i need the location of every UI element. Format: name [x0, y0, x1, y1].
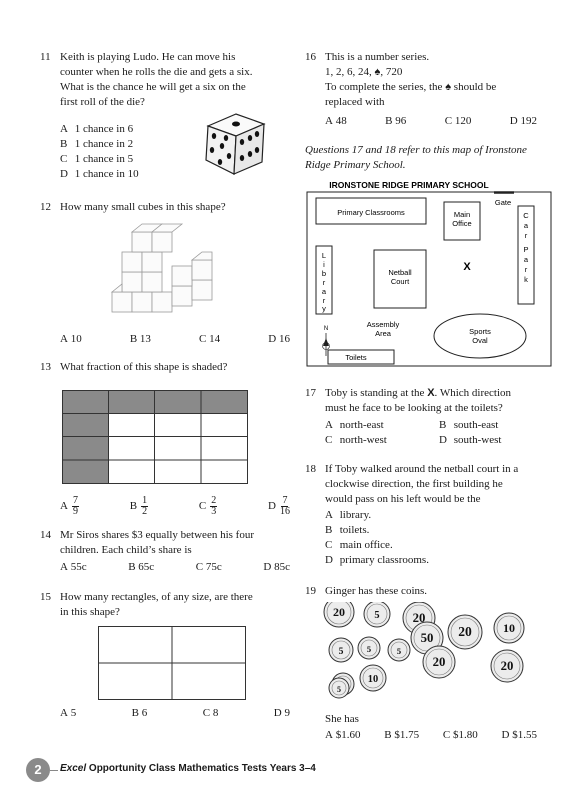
- option-b[interactable]: [132, 706, 148, 721]
- option-d[interactable]: [268, 332, 290, 347]
- school-map: [306, 180, 552, 368]
- option-letter: C: [195, 561, 204, 573]
- netball-court-label-1: Netball: [388, 268, 412, 277]
- page-footer: [26, 758, 566, 784]
- option-letter: C: [202, 707, 211, 719]
- spade-icon: ♠: [445, 81, 452, 93]
- series-end: , 720: [380, 66, 403, 78]
- page-number: 2: [26, 758, 50, 782]
- option-d[interactable]: [510, 114, 537, 129]
- option-text: 65c: [138, 561, 155, 573]
- question-11: [40, 50, 290, 190]
- question-number: 13: [40, 361, 51, 373]
- option-text: 10: [70, 333, 82, 345]
- question-line: [325, 80, 496, 95]
- question-text-part: . Which direction: [434, 387, 512, 399]
- coin-value: 5: [366, 644, 372, 654]
- question-text: [325, 386, 511, 416]
- answer-options: [60, 706, 290, 721]
- option-text: 6: [141, 707, 148, 719]
- library-letter: y: [322, 304, 326, 313]
- option-c[interactable]: [196, 560, 222, 575]
- question-text-part: To complete the series, the: [325, 81, 443, 93]
- answer-options: [325, 728, 537, 743]
- car-park-letter: k: [524, 275, 528, 284]
- option-d[interactable]: [502, 728, 537, 743]
- option-letter: A: [60, 500, 68, 513]
- question-number: 14: [40, 529, 51, 541]
- x-marker-inline: X: [427, 387, 435, 399]
- fraction: [72, 496, 79, 517]
- question-text: Ginger has these coins.: [325, 585, 428, 597]
- footer-brand: Excel: [60, 763, 87, 774]
- option-text: 48: [335, 115, 347, 127]
- question-number: 16: [305, 51, 316, 63]
- question-text-part: Toby is standing at the: [325, 387, 425, 399]
- option-text: 192: [520, 115, 537, 127]
- option-letter: D: [325, 554, 333, 566]
- question-text: [60, 528, 254, 558]
- footer-divider: [50, 770, 58, 771]
- option-letter: C: [60, 153, 68, 165]
- library-letter: i: [323, 260, 325, 269]
- answer-options: [60, 332, 290, 347]
- option-text: $1.75: [394, 729, 420, 741]
- library-letter: r: [322, 296, 326, 305]
- option-d[interactable]: [325, 553, 429, 568]
- option-c[interactable]: [60, 152, 139, 167]
- question-line: What is the chance he will get a six on the: [60, 81, 246, 93]
- question-number: 12: [40, 201, 51, 213]
- fraction: [141, 496, 148, 517]
- cubes-shape: [108, 214, 218, 324]
- option-letter: C: [444, 115, 453, 127]
- option-d[interactable]: [263, 560, 290, 575]
- option-b[interactable]: [130, 496, 148, 517]
- option-b[interactable]: [385, 114, 406, 129]
- option-d[interactable]: [268, 496, 290, 517]
- question-17: [305, 386, 555, 456]
- option-c[interactable]: [199, 496, 217, 517]
- question-18: [305, 462, 555, 574]
- option-c[interactable]: [325, 433, 439, 448]
- answer-options: [60, 122, 139, 182]
- option-c[interactable]: [203, 706, 219, 721]
- option-letter: B: [129, 333, 138, 345]
- answer-options: [60, 560, 290, 575]
- series-values: 1, 2, 6, 24,: [325, 66, 372, 78]
- option-b[interactable]: [128, 560, 154, 575]
- question-line: How many rectangles, of any size, are there: [60, 591, 253, 603]
- assembly-area-label-2: Area: [375, 329, 391, 338]
- option-b[interactable]: [325, 523, 429, 538]
- option-letter: B: [325, 524, 333, 536]
- option-letter: A: [60, 123, 68, 135]
- option-text: $1.60: [335, 729, 361, 741]
- option-letter: A: [325, 729, 333, 741]
- question-text: [325, 50, 496, 110]
- option-letter: A: [60, 333, 68, 345]
- sports-oval-label-2: Oval: [472, 336, 488, 345]
- option-b[interactable]: [439, 418, 498, 433]
- option-text: primary classrooms.: [339, 554, 429, 566]
- question-line: in this shape?: [60, 606, 120, 618]
- option-text: toilets.: [339, 524, 370, 536]
- coins-illustration: [319, 602, 551, 702]
- numerator: 2: [211, 495, 217, 506]
- option-a[interactable]: [60, 706, 76, 721]
- option-c[interactable]: [443, 728, 478, 743]
- coin-value: 5: [374, 610, 380, 621]
- library-letter: L: [321, 251, 327, 260]
- car-park-letter: a: [523, 221, 529, 230]
- option-text: 1 chance in 10: [74, 168, 139, 180]
- option-letter: C: [442, 729, 451, 741]
- option-c[interactable]: [445, 114, 472, 129]
- option-letter: D: [263, 561, 272, 573]
- option-text: 75c: [205, 561, 222, 573]
- option-letter: B: [439, 419, 447, 431]
- coin-value: 5: [396, 646, 402, 656]
- option-d[interactable]: [60, 167, 139, 182]
- car-park-letter: C: [523, 211, 529, 220]
- question-16: [305, 50, 555, 130]
- option-letter: D: [273, 707, 282, 719]
- shaded-grid: [62, 390, 248, 484]
- library-letter: a: [321, 287, 327, 296]
- north-label: N: [323, 326, 329, 332]
- option-text: 55c: [70, 561, 87, 573]
- gate-label: Gate: [494, 198, 512, 207]
- primary-classrooms-label: Primary Classrooms: [337, 208, 405, 217]
- intro-line: Questions 17 and 18 refer to this map of Ironstone: [305, 144, 527, 156]
- question-number: 17: [305, 387, 316, 399]
- question-text: What fraction of this shape is shaded?: [60, 361, 228, 373]
- option-text: south-east: [453, 419, 499, 431]
- question-line: This is a number series.: [325, 51, 430, 63]
- netball-court-label-2: Court: [390, 277, 410, 286]
- option-letter: B: [385, 115, 393, 127]
- coin-value: 5: [337, 685, 341, 694]
- car-park-letter: a: [523, 255, 529, 264]
- question-number: 11: [40, 51, 51, 63]
- rectangles-shape: [98, 626, 246, 700]
- coin-value: 5: [338, 646, 344, 657]
- option-text: 120: [454, 115, 472, 127]
- coin-value: 20: [333, 605, 345, 619]
- question-line: first roll of the die?: [60, 96, 145, 108]
- option-text: north-east: [339, 419, 384, 431]
- toilets-label: Toilets: [345, 353, 367, 362]
- main-office-label-2: Office: [452, 219, 472, 228]
- coin-value: 20: [412, 611, 426, 625]
- die-illustration: [200, 108, 272, 180]
- option-letter: A: [325, 419, 333, 431]
- coin-value: 10: [367, 674, 379, 685]
- option-text: 96: [395, 115, 407, 127]
- option-text: 13: [139, 333, 151, 345]
- option-text: north-west: [339, 434, 387, 446]
- denominator: 16: [279, 506, 290, 517]
- library-letter: b: [321, 269, 327, 278]
- numerator: 7: [72, 495, 78, 506]
- map-intro: [305, 143, 555, 173]
- option-letter: D: [268, 333, 277, 345]
- denominator: 2: [142, 506, 148, 517]
- option-text: 5: [70, 707, 77, 719]
- answer-options: [325, 114, 537, 129]
- option-a[interactable]: [60, 332, 82, 347]
- numerator: 7: [282, 495, 288, 506]
- option-letter: D: [439, 434, 447, 446]
- main-office-label-1: Main: [453, 210, 471, 219]
- library-letter: r: [322, 278, 326, 287]
- question-line: If Toby walked around the netball court in a: [325, 463, 519, 475]
- coin-value: 20: [500, 659, 514, 673]
- coin-value: 20: [432, 655, 446, 669]
- option-letter: A: [325, 509, 333, 521]
- intro-line: Ridge Primary School.: [305, 159, 406, 171]
- option-text: 14: [209, 333, 221, 345]
- option-letter: D: [60, 168, 68, 180]
- option-text: 8: [212, 707, 219, 719]
- option-letter: A: [60, 707, 68, 719]
- denominator: 9: [72, 506, 78, 517]
- option-a[interactable]: [60, 496, 79, 517]
- option-text: 85c: [274, 561, 290, 573]
- option-letter: B: [129, 500, 138, 513]
- question-number: 19: [305, 585, 316, 597]
- option-a[interactable]: [60, 122, 139, 137]
- question-line: clockwise direction, the first building he: [325, 478, 503, 490]
- sports-oval-label-1: Sports: [469, 327, 491, 336]
- spade-icon: ♠: [374, 66, 381, 78]
- answer-options: [60, 496, 290, 517]
- question-19: [305, 584, 555, 744]
- option-a[interactable]: [325, 508, 429, 523]
- option-letter: D: [268, 500, 276, 513]
- question-number: 18: [305, 463, 316, 475]
- option-text: 16: [278, 333, 290, 345]
- car-park-letter: P: [523, 245, 529, 254]
- option-letter: B: [384, 729, 392, 741]
- she-has-label: She has: [325, 713, 359, 725]
- question-line: children. Each child’s share is: [60, 544, 192, 556]
- fraction: [280, 496, 290, 517]
- question-line: must he face to be looking at the toilets?: [325, 402, 503, 414]
- option-a[interactable]: [60, 560, 87, 575]
- option-d[interactable]: [274, 706, 290, 721]
- answer-options: [325, 418, 525, 448]
- option-b[interactable]: [130, 332, 151, 347]
- option-letter: A: [60, 561, 68, 573]
- option-letter: D: [501, 729, 510, 741]
- option-letter: C: [199, 333, 207, 345]
- answer-options: [325, 508, 429, 568]
- question-15: [40, 590, 290, 730]
- question-line: Keith is playing Ludo. He can move his: [60, 51, 236, 63]
- option-c[interactable]: [325, 538, 429, 553]
- footer-title: [60, 763, 316, 774]
- question-line: counter when he rolls the die and gets a six.: [60, 66, 253, 78]
- option-letter: C: [325, 539, 333, 551]
- option-letter: D: [509, 115, 518, 127]
- question-line: would pass on his left would be the: [325, 493, 481, 505]
- footer-book-title: Opportunity Class Mathematics Tests Years 3–4: [88, 763, 316, 774]
- option-letter: A: [325, 115, 333, 127]
- option-b[interactable]: [60, 137, 139, 152]
- denominator: 3: [211, 506, 217, 517]
- toby-x-marker: X: [463, 261, 471, 273]
- option-d[interactable]: [439, 433, 501, 448]
- question-text: [325, 462, 518, 507]
- numerator: 1: [142, 495, 148, 506]
- option-text: $1.80: [452, 729, 478, 741]
- question-14: [40, 528, 290, 578]
- option-letter: B: [131, 707, 140, 719]
- option-letter: C: [198, 500, 207, 513]
- number-series: [325, 65, 496, 80]
- coin-value: 50: [420, 631, 434, 645]
- option-text: south-west: [453, 434, 502, 446]
- assembly-area-label-1: Assembly: [366, 320, 400, 329]
- option-text: 9: [284, 707, 290, 719]
- option-text: library.: [339, 509, 372, 521]
- option-text: 1 chance in 2: [74, 138, 134, 150]
- question-line: [325, 386, 511, 401]
- option-letter: C: [325, 434, 333, 446]
- option-text: main office.: [339, 539, 393, 551]
- car-park-letter: r: [524, 265, 528, 274]
- option-text: 1 chance in 5: [74, 153, 134, 165]
- question-line: Mr Siros shares $3 equally between his four: [60, 529, 254, 541]
- option-letter: B: [60, 138, 68, 150]
- car-park-letter: r: [524, 231, 528, 240]
- map-title: IRONSTONE RIDGE PRIMARY SCHOOL: [329, 180, 489, 190]
- option-a[interactable]: [325, 418, 439, 433]
- option-text: 1 chance in 6: [74, 123, 134, 135]
- option-text: $1.55: [512, 729, 537, 741]
- option-a[interactable]: [325, 728, 360, 743]
- option-a[interactable]: [325, 114, 347, 129]
- question-text-part: should be: [453, 81, 497, 93]
- fraction: [210, 496, 217, 517]
- question-12: [40, 200, 290, 350]
- option-letter: B: [128, 561, 136, 573]
- option-c[interactable]: [199, 332, 220, 347]
- question-number: 15: [40, 591, 51, 603]
- question-text: How many small cubes in this shape?: [60, 201, 226, 213]
- coin-value: 20: [458, 624, 472, 639]
- question-text: [60, 590, 253, 620]
- coin-value: 10: [503, 621, 515, 635]
- option-b[interactable]: [384, 728, 419, 743]
- question-13: [40, 360, 290, 520]
- question-text: [60, 50, 252, 110]
- question-line: replaced with: [325, 96, 385, 108]
